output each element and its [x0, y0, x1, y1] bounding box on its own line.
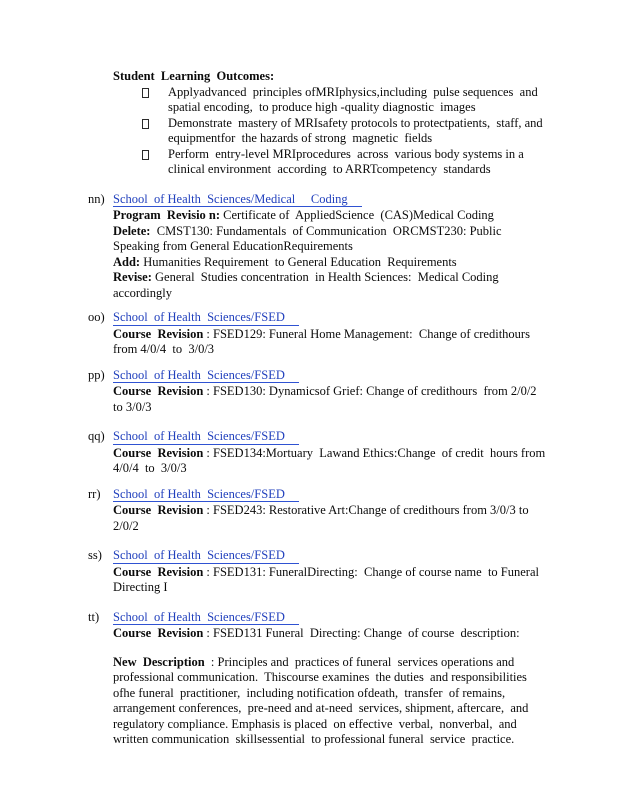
section-qq: [88, 429, 551, 477]
bullet-text: Perform entry-level MRIprocedures across various body systems in a clinical environment according to ARRTcompetency standards: [168, 146, 527, 176]
bullet-box-icon: [142, 119, 149, 129]
paragraph-bold-label: Course Revision: [113, 384, 204, 398]
paragraph-text: : FSED134:Mortuary Lawand Ethics:Change of credit hours from 4/0/4 to 3/0/3: [113, 445, 549, 475]
paragraph-text: General Studies concentration in Health Sciences: Medical Coding accordingly: [113, 270, 502, 300]
paragraph-text: : FSED243: Restorative Art:Change of credithours from 3/0/3 to 2/0/2: [113, 503, 535, 533]
paragraph-text: Humanities Requirement to General Education Requirements: [140, 254, 457, 269]
section-nn: [88, 192, 551, 302]
list-item: [113, 116, 555, 147]
school-health-sciences-fsed-link[interactable]: School of Health Sciences/FSED: [113, 610, 299, 626]
paragraph-bold-label: Delete:: [113, 223, 151, 238]
outcomes-heading: Student Learning Outcomes:: [113, 69, 275, 83]
bullet-box-icon: [142, 88, 149, 98]
section-tt: [88, 610, 551, 748]
school-health-sciences-fsed-link[interactable]: School of Health Sciences/FSED: [113, 368, 299, 384]
paragraph-text: Certificate of AppliedScience (CAS)Medical Coding: [220, 208, 494, 222]
paragraph-bold-label: Program Revisio n:: [113, 208, 221, 222]
school-health-sciences-fsed-link[interactable]: School of Health Sciences/FSED: [113, 487, 299, 503]
paragraph-bold-label: Add:: [113, 254, 141, 269]
course-revision-line: [113, 626, 551, 642]
paragraph-text: : FSED129: Funeral Home Management: Change of credithours from 4/0/4 to 3/0/3: [113, 326, 537, 356]
course-revision-line: [113, 327, 551, 358]
course-revision-line: [113, 384, 551, 415]
paragraph-text: : FSED131 Funeral Directing: Change of course description:: [203, 626, 520, 640]
paragraph-bold-label: New Description: [113, 654, 205, 669]
school-health-sciences-fsed-link[interactable]: School of Health Sciences/FSED: [113, 310, 299, 326]
course-revision-line: [113, 565, 551, 596]
course-revision-line: [113, 446, 551, 477]
section-label: rr): [88, 486, 101, 501]
delete-line: [113, 224, 551, 255]
paragraph-text: : FSED131: FuneralDirecting: Change of course name to Funeral Directing I: [113, 564, 543, 594]
list-item: [113, 85, 555, 116]
paragraph-text: CMST130: Fundamentals of Communication ORCMST230: Public Speaking from General EducationRequirements: [113, 223, 505, 253]
section-label: oo): [88, 310, 105, 324]
course-revision-line: [113, 503, 551, 534]
bullet-text: Applyadvanced principles ofMRIphysics,including pulse sequences and spatial encoding, to produce high -quality diagnostic images: [168, 84, 541, 114]
section-label: ss): [88, 548, 102, 562]
school-health-sciences-medical-coding-link[interactable]: School of Health Sciences/Medical Coding: [113, 192, 362, 208]
section-pp: [88, 368, 551, 416]
bullet-text: Demonstrate mastery of MRIsafety protocols to protectpatients, staff, and equipmentfor the hazards of strong magnetic fields: [168, 115, 546, 145]
section-label: nn): [88, 191, 105, 206]
paragraph-bold-label: Course Revision: [113, 326, 204, 341]
paragraph-bold-label: Course Revision: [113, 564, 204, 579]
document-content: [0, 69, 555, 748]
school-health-sciences-fsed-link[interactable]: School of Health Sciences/FSED: [113, 548, 299, 564]
section-ss: [88, 548, 551, 596]
program-revision-line: [113, 208, 551, 224]
section-label: pp): [88, 367, 105, 382]
paragraph-text: : FSED130: Dynamicsof Grief: Change of credithours from 2/0/2 to 3/0/3: [113, 384, 543, 414]
section-oo: [88, 310, 551, 358]
paragraph-bold-label: Course Revision: [113, 626, 204, 640]
paragraph-bold-label: Course Revision: [113, 445, 204, 460]
section-rr: [88, 487, 551, 535]
list-item: [113, 147, 555, 178]
new-description-paragraph: [113, 655, 551, 748]
paragraph-bold-label: Course Revision: [113, 503, 204, 517]
bullet-box-icon: [142, 150, 149, 160]
school-health-sciences-fsed-link[interactable]: School of Health Sciences/FSED: [113, 429, 299, 445]
student-learning-outcomes-block: [113, 69, 555, 178]
add-line: [113, 255, 551, 271]
paragraph-text: : Principles and practices of funeral services operations and professional communication. Thiscourse examines the duties and responsibilities ofhe funeral practitioner, including notification ofdeath, transfer of remains, arrangement conferences, pre-need and at-need services, shipment, aftercare, and regulatory compliance. Emphasis is placed on effective verbal, nonverbal, and written communication skillsessential to professional funeral service practice.: [113, 654, 532, 746]
section-label: qq): [88, 429, 105, 443]
paragraph-bold-label: Revise:: [113, 270, 152, 284]
section-label: tt): [88, 609, 100, 624]
revise-line: [113, 270, 551, 301]
